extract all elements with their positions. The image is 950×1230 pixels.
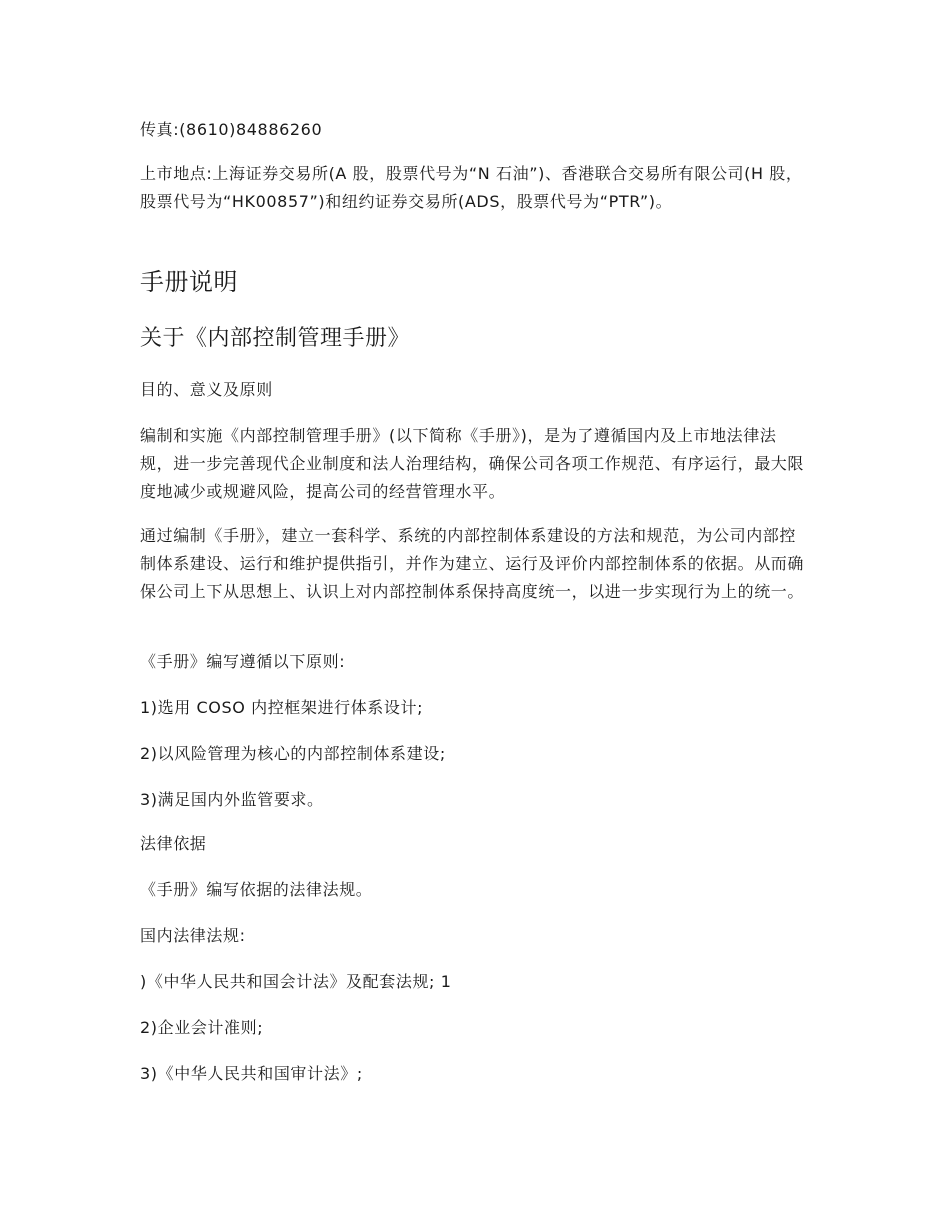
- purpose-paragraph-2: 通过编制《手册》，建立一套科学、系统的内部控制体系建设的方法和规范，为公司内部控制体系建设、运行和维护提供指引，并作为建立、运行及评价内部控制体系的依据。从而确保公司上下从思想上、认识上对内部控制体系保持高度统一，以进一步实现行为上的统一。: [140, 526, 805, 601]
- law-item-2: 2)企业会计准则;: [140, 1018, 264, 1037]
- law-item-1: )《中华人民共和国会计法》及配套法规; 1: [140, 972, 452, 991]
- listing-info-paragraph: 上市地点:上海证券交易所(A 股，股票代号为“N 石油”)、香港联合交易所有限公司(H 股，股票代号为“HK00857”)和纽约证券交易所(ADS，股票代号为“PTR”)。: [140, 164, 803, 211]
- law-item-3: 3)《中华人民共和国审计法》;: [140, 1064, 363, 1083]
- principle-item-2: 2)以风险管理为核心的内部控制体系建设;: [140, 744, 446, 763]
- purpose-paragraph-1: 编制和实施《内部控制管理手册》(以下简称《手册》)，是为了遵循国内及上市地法律法规，进一步完善现代企业制度和法人治理结构，确保公司各项工作规范、有序运行，最大限度地减少或规避风险，提高公司的经营管理水平。: [140, 426, 805, 501]
- fax-line: 传真:(8610)84886260: [140, 120, 323, 139]
- legal-intro: 《手册》编写依据的法律法规。: [140, 880, 373, 899]
- legal-heading: 法律依据: [140, 834, 207, 853]
- principle-item-1: 1)选用 COSO 内控框架进行体系设计;: [140, 698, 424, 717]
- principles-intro: 《手册》编写遵循以下原则:: [140, 652, 346, 671]
- subsection-title: 关于《内部控制管理手册》: [140, 326, 411, 351]
- domestic-laws-heading: 国内法律法规:: [140, 926, 246, 945]
- principle-item-3: 3)满足国内外监管要求。: [140, 790, 324, 809]
- section-title: 手册说明: [140, 268, 238, 296]
- purpose-heading: 目的、意义及原则: [140, 380, 273, 399]
